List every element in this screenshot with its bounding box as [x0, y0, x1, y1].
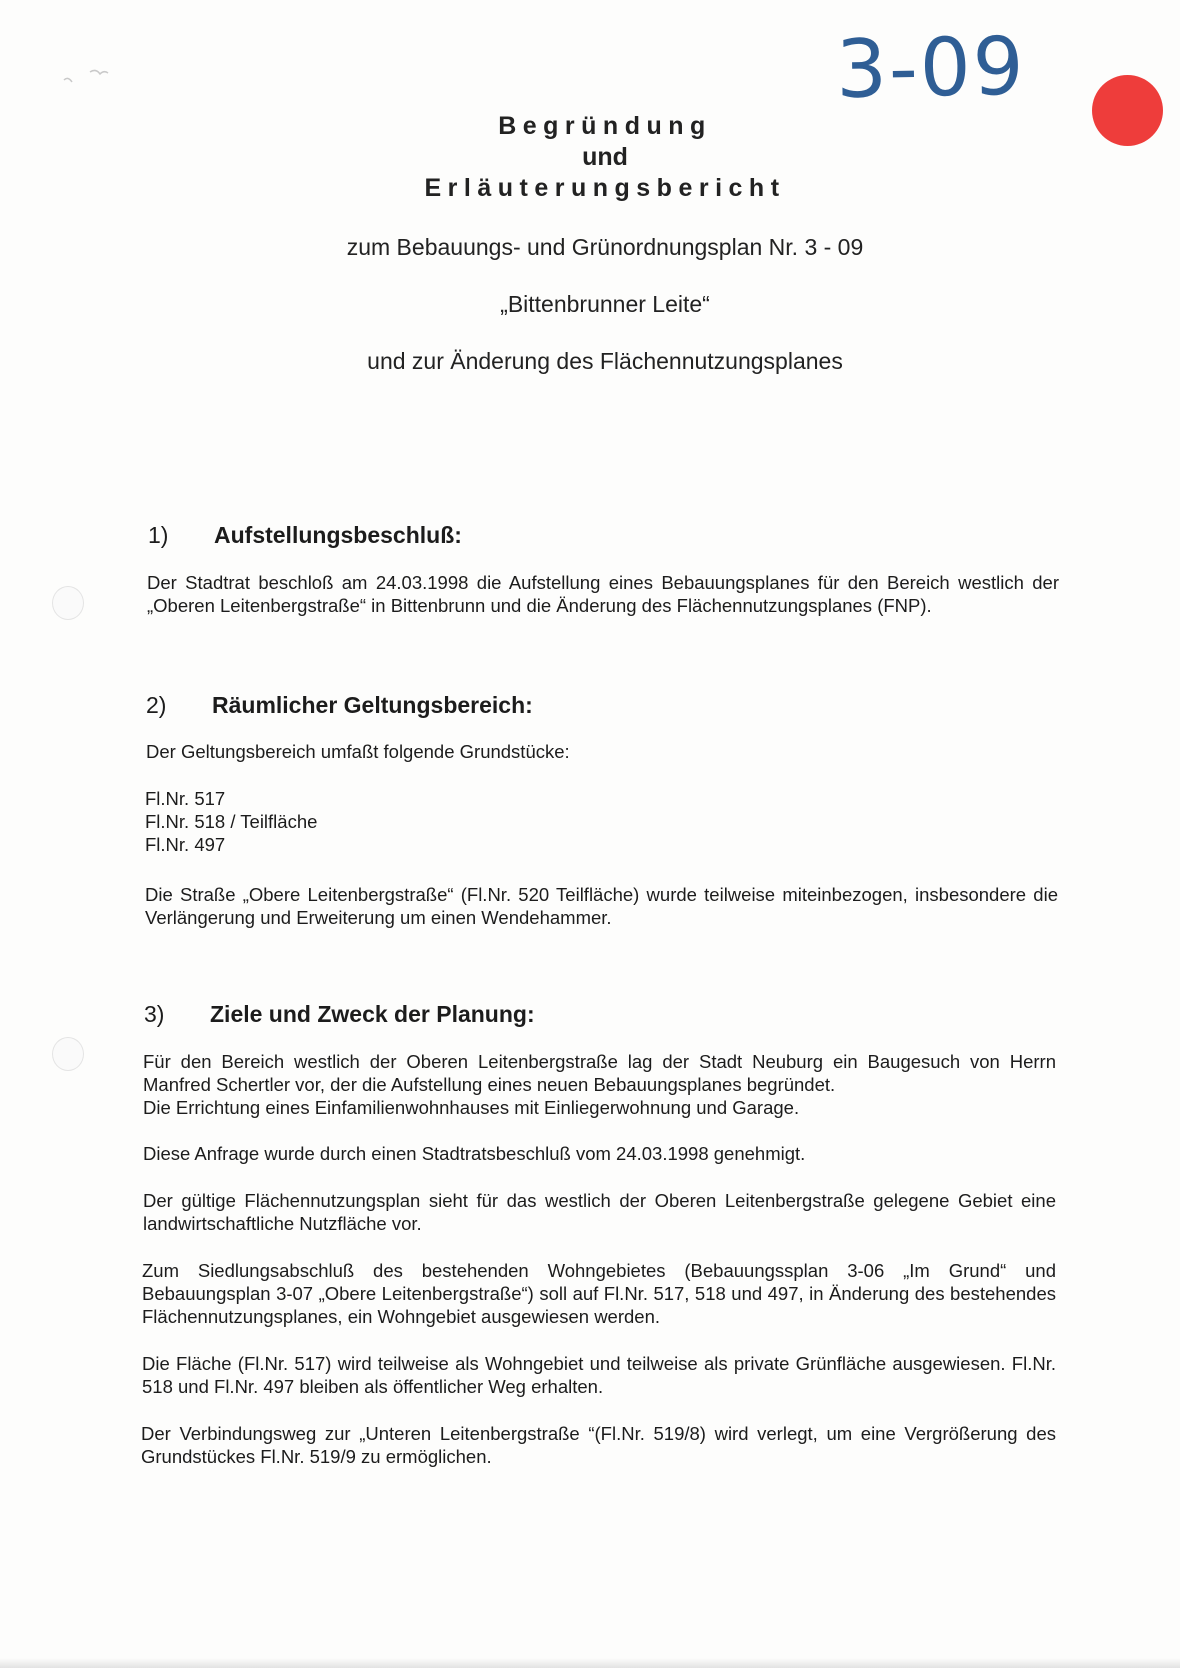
punch-hole-top	[52, 586, 84, 620]
scan-smudge	[60, 60, 150, 90]
section-1-paragraph: Der Stadtrat beschloß am 24.03.1998 die Aufstellung eines Bebauungsplanes für den Bereich westlich der „Oberen Leitenbergstraße“ in Bittenbrunn und die Änderung des Flächennutzungsplanes (FNP).	[147, 572, 1059, 616]
parcel-list-item: Fl.Nr. 518 / Teilfläche	[145, 811, 318, 832]
title-begruendung: Begründung	[498, 112, 712, 140]
section-title: Ziele und Zweck der Planung:	[210, 1001, 535, 1027]
subtitle-fnp-change: und zur Änderung des Flächennutzungsplanes	[367, 348, 843, 374]
section-title: Aufstellungsbeschluß:	[214, 522, 462, 548]
section-3-paragraph-area: Die Fläche (Fl.Nr. 517) wird teilweise als Wohngebiet und teilweise als private Grünfläche ausgewiesen. Fl.Nr. 518 und Fl.Nr. 497 bleiben als öffentlicher Weg erhalten.	[142, 1353, 1056, 1397]
section-3-heading	[144, 1001, 535, 1028]
scan-bottom-edge	[0, 1658, 1180, 1668]
section-3-paragraph-path: Der Verbindungsweg zur „Unteren Leitenbergstraße “(Fl.Nr. 519/8) wird verlegt, um eine Vergrößerung des Grundstückes Fl.Nr. 519/9 zu ermöglichen.	[141, 1423, 1056, 1467]
subtitle-plan-number: zum Bebauungs- und Grünordnungsplan Nr. 3 - 09	[346, 234, 864, 260]
subtitle-plan-name: „Bittenbrunner Leite“	[500, 291, 710, 317]
section-1-heading	[148, 522, 462, 549]
section-number: 1)	[148, 522, 169, 548]
section-title: Räumlicher Geltungsbereich:	[212, 692, 533, 718]
section-2-heading	[146, 692, 533, 719]
handwritten-document-number: 3-09	[835, 19, 1027, 117]
section-3-paragraph-approval: Diese Anfrage wurde durch einen Stadtratsbeschluß vom 24.03.1998 genehmigt.	[143, 1143, 806, 1164]
section-2-intro: Der Geltungsbereich umfaßt folgende Grundstücke:	[146, 741, 570, 762]
parcel-list-item: Fl.Nr. 517	[145, 788, 226, 809]
punch-hole-bottom	[52, 1037, 84, 1071]
section-number: 3)	[144, 1001, 165, 1027]
parcel-list-item: Fl.Nr. 497	[145, 834, 226, 855]
section-3-paragraph-request: Für den Bereich westlich der Oberen Leitenbergstraße lag der Stadt Neuburg ein Baugesuch von Herrn Manfred Schertler vor, der die Aufstellung eines neuen Bebauungsplanes begründet.	[143, 1051, 1056, 1095]
title-und: und	[582, 143, 628, 171]
section-3-paragraph-fnp: Der gültige Flächennutzungsplan sieht für das westlich der Oberen Leitenbergstraße gelegene Gebiet eine landwirtschaftliche Nutzfläche vor.	[143, 1190, 1056, 1234]
section-3-paragraph-building: Die Errichtung eines Einfamilienwohnhauses mit Einliegerwohnung und Garage.	[143, 1097, 800, 1118]
section-3-paragraph-settlement: Zum Siedlungsabschluß des bestehenden Wohngebietes (Bebauungssplan 3-06 „Im Grund“ und Bebauungsplan 3-07 „Obere Leitenbergstraße“) soll auf Fl.Nr. 517, 518 und 497, in Änderung des bestehendes Flächennutzungsplanes, ein Wohngebiet ausgewiesen werden.	[142, 1260, 1056, 1327]
title-erlaeuterungsbericht: Erläuterungsbericht	[424, 174, 786, 202]
section-number: 2)	[146, 692, 167, 718]
section-2-street-paragraph: Die Straße „Obere Leitenbergstraße“ (Fl.Nr. 520 Teilfläche) wurde teilweise miteinbezogen, insbesondere die Verlängerung und Erweiterung um einen Wendehammer.	[145, 884, 1058, 928]
